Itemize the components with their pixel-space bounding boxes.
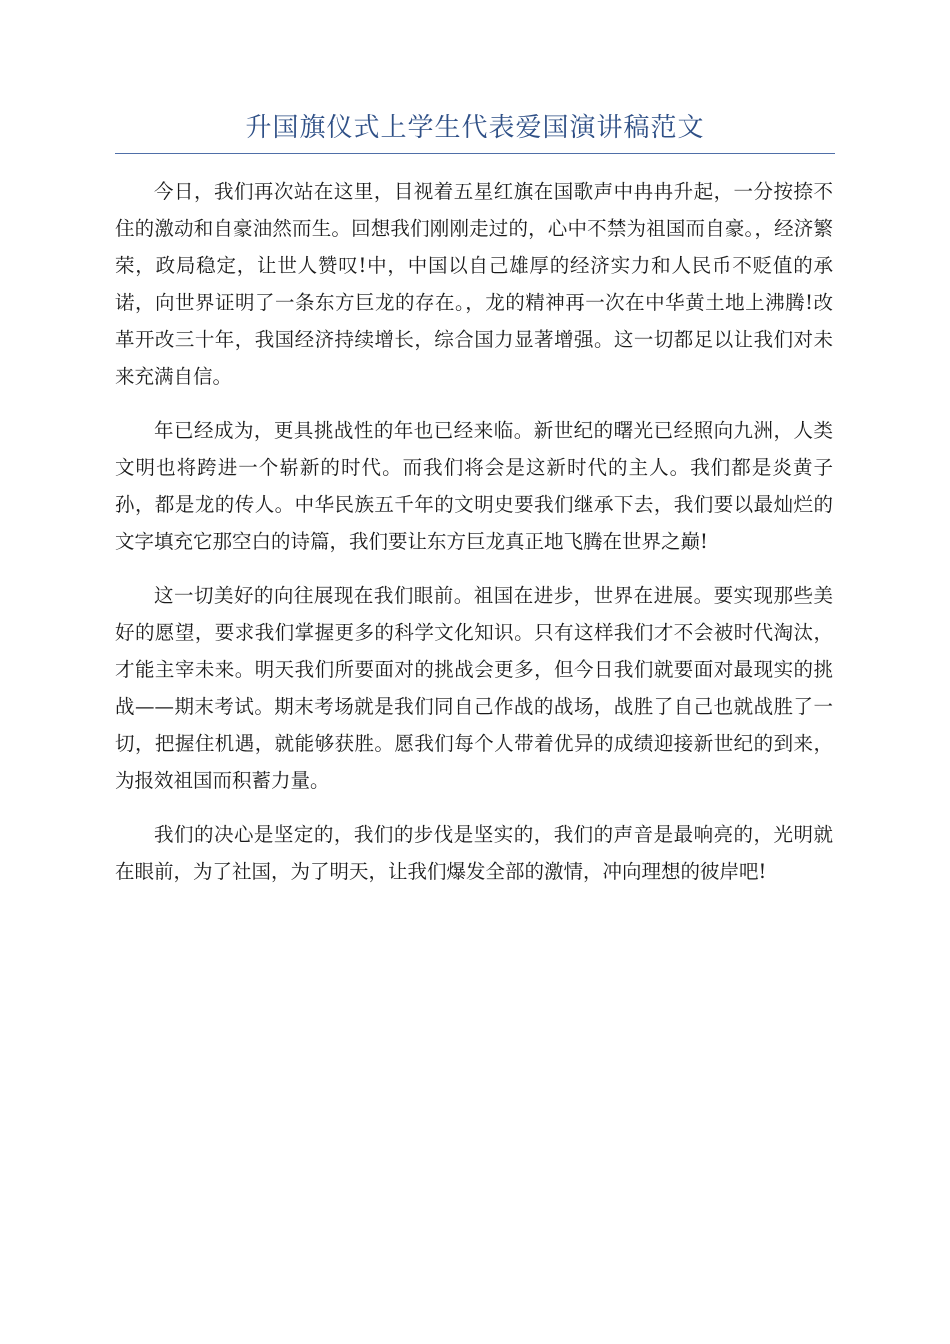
paragraph-1: 今日，我们再次站在这里，目视着五星红旗在国歌声中冉冉升起，一分按捺不住的激动和自豪油然而生。回想我们刚刚走过的，心中不禁为祖国而自豪。，经济繁荣，政局稳定，让世人赞叹!中，中国以自己雄厚的经济实力和人民币不贬值的承诺，向世界证明了一条东方巨龙的存在。，龙的精神再一次在中华黄土地上沸腾!改革开改三十年，我国经济持续增长，综合国力显著增强。这一切都足以让我们对未来充满自信。 [115, 180, 833, 388]
paragraph-4: 我们的决心是坚定的，我们的步伐是坚实的，我们的声音是最响亮的，光明就在眼前，为了社国，为了明天，让我们爆发全部的激情，冲向理想的彼岸吧! [115, 823, 833, 883]
paragraph-3: 这一切美好的向往展现在我们眼前。祖国在进步，世界在进展。要实现那些美好的愿望，要求我们掌握更多的科学文化知识。只有这样我们才不会被时代淘汰，才能主宰未来。明天我们所要面对的挑战会更多，但今日我们就要面对最现实的挑战——期末考试。期末考场就是我们同自己作战的战场，战胜了自己也就战胜了一切，把握住机遇，就能够获胜。愿我们每个人带着优异的成绩迎接新世纪的到来，为报效祖国而积蓄力量。 [115, 584, 833, 792]
title-underline [115, 153, 835, 154]
document-body [115, 173, 833, 907]
paragraph-2: 年已经成为，更具挑战性的年也已经来临。新世纪的曙光已经照向九洲，人类文明也将跨进一个崭新的时代。而我们将会是这新时代的主人。我们都是炎黄子孙，都是龙的传人。中华民族五千年的文明史要我们继承下去，我们要以最灿烂的文字填充它那空白的诗篇，我们要让东方巨龙真正地飞腾在世界之巅! [115, 419, 833, 553]
page-title: 升国旗仪式上学生代表爱国演讲稿范文 [245, 113, 705, 143]
